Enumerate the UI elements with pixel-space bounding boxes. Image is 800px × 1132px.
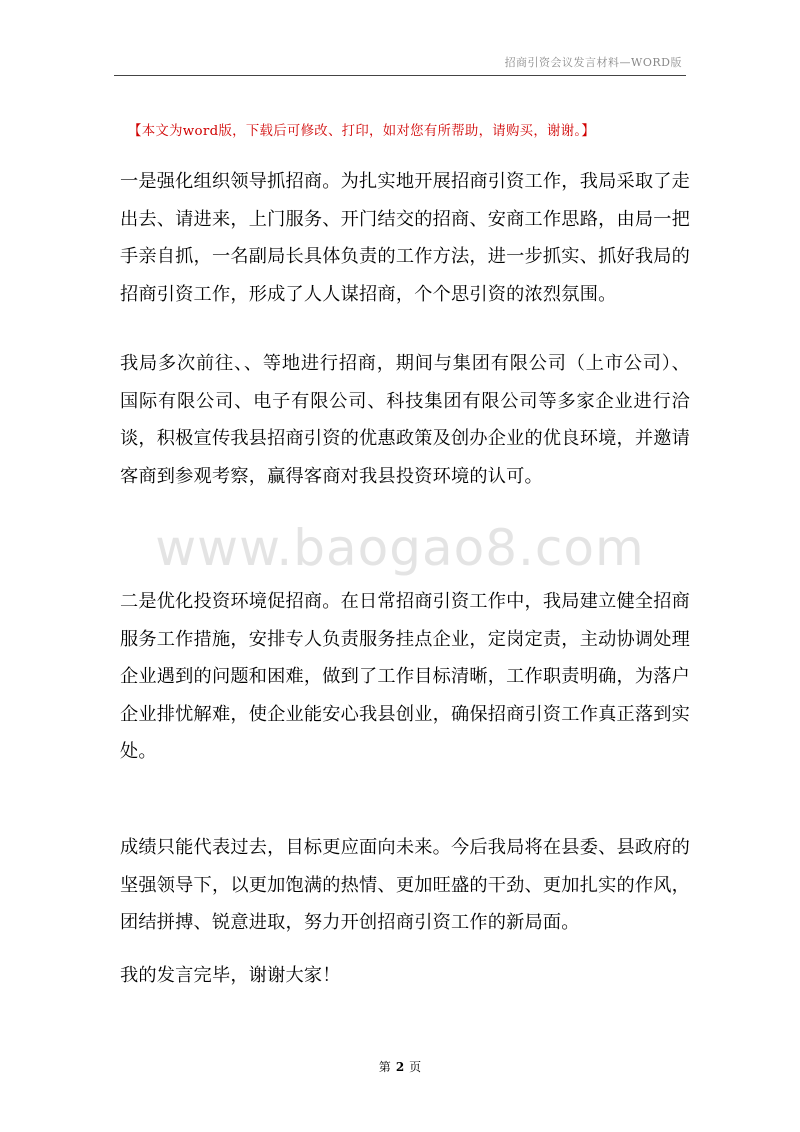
header-divider: [114, 75, 686, 76]
paragraph-environment: 二是优化投资环境促招商。在日常招商引资工作中，我局建立健全招商服务工作措施，安排专人负责服务挂点企业，定岗定责，主动协调处理企业遇到的问题和困难，做到了工作目标清晰，工作职责明确，为落户企业排忧解难，使企业能安心我县创业，确保招商引资工作真正落到实处。: [120, 591, 691, 763]
footer-prefix: 第: [378, 1060, 391, 1074]
footer-suffix: 页: [409, 1060, 422, 1074]
page-footer: [0, 1058, 800, 1075]
paragraph-visits: 我局多次前往、、等地进行招商，期间与集团有限公司（上市公司）、国际有限公司、电子有限公司、科技集团有限公司等多家企业进行洽谈，积极宣传我县招商引资的优惠政策及创办企业的优良环境，并邀请客商到参观考察，赢得客商对我县投资环境的认可。: [120, 353, 691, 487]
page-header-title: 招商引资会议发言材料—WORD版: [504, 56, 682, 69]
paragraph-future: 成绩只能代表过去，目标更应面向未来。今后我局将在县委、县政府的坚强领导下，以更加饱满的热情、更加旺盛的干劲、更加扎实的作风，团结拼搏、锐意进取，努力开创招商引资工作的新局面。: [120, 837, 691, 934]
download-notice: 【本文为word版，下载后可修改、打印，如对您有所帮助，请购买，谢谢。】: [128, 124, 596, 139]
paragraph-closing: 我的发言完毕，谢谢大家！: [120, 965, 341, 986]
page-number: 2: [395, 1060, 405, 1074]
paragraph-organization: 一是强化组织领导抓招商。为扎实地开展招商引资工作，我局采取了走出去、请进来，上门服务、开门结交的招商、安商工作思路，由局一把手亲自抓，一名副局长具体负责的工作方法，进一步抓实、抓好我局的招商引资工作，形成了人人谋招商，个个思引资的浓烈氛围。: [120, 171, 691, 305]
watermark: www.baogao8.com: [155, 519, 645, 577]
